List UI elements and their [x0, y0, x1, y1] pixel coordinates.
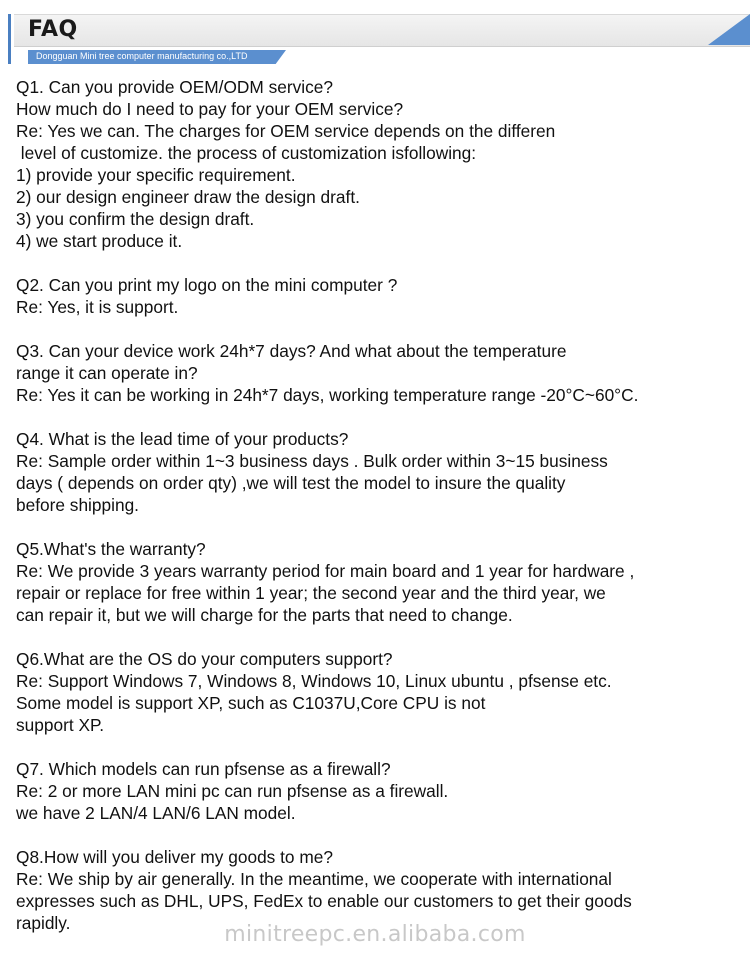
- faq-question-line: How much do I need to pay for your OEM service?: [16, 99, 404, 119]
- faq-item: [16, 274, 744, 318]
- faq-answer-line: rapidly.: [16, 913, 71, 933]
- faq-list: [16, 76, 744, 956]
- faq-question: Q5.What's the warranty?: [16, 539, 206, 559]
- faq-answer-line: support XP.: [16, 715, 105, 735]
- faq-answer-line: level of customize. the process of customization isfollowing:: [16, 143, 477, 163]
- faq-answer-line: we have 2 LAN/4 LAN/6 LAN model.: [16, 803, 296, 823]
- faq-answer-line: repair or replace for free within 1 year; the second year and the third year, we: [16, 583, 606, 603]
- header-band: [14, 14, 750, 47]
- page-title: FAQ: [28, 17, 78, 42]
- faq-answer-line: Re: We provide 3 years warranty period for main board and 1 year for hardware ,: [16, 561, 635, 581]
- faq-question: Q4. What is the lead time of your products?: [16, 429, 349, 449]
- faq-question: Q8.How will you deliver my goods to me?: [16, 847, 333, 867]
- faq-answer-line: Re: Yes we can. The charges for OEM service depends on the differen: [16, 121, 556, 141]
- faq-item: [16, 428, 744, 516]
- left-accent-bar: [8, 14, 11, 64]
- watermark: minitreepc.en.alibaba.com: [224, 922, 526, 947]
- faq-question: Q6.What are the OS do your computers support?: [16, 649, 393, 669]
- faq-answer-line: expresses such as DHL, UPS, FedEx to enable our customers to get their goods: [16, 891, 632, 911]
- faq-answer-line: can repair it, but we will charge for the parts that need to change.: [16, 605, 513, 625]
- faq-answer-line: Re: Yes it can be working in 24h*7 days, working temperature range -20°C~60°C.: [16, 385, 639, 405]
- page-header: [0, 0, 750, 70]
- faq-question: Q1. Can you provide OEM/ODM service?: [16, 77, 333, 97]
- faq-item: [16, 758, 744, 824]
- faq-item: [16, 648, 744, 736]
- corner-triangle-decoration: [702, 14, 750, 45]
- faq-answer-line: 3) you confirm the design draft.: [16, 209, 255, 229]
- faq-answer-line: Re: Support Windows 7, Windows 8, Windows 10, Linux ubuntu , pfsense etc.: [16, 671, 612, 691]
- faq-answer-line: days ( depends on order qty) ,we will test the model to insure the quality: [16, 473, 566, 493]
- faq-answer-line: Some model is support XP, such as C1037U,Core CPU is not: [16, 693, 486, 713]
- faq-item: [16, 846, 744, 934]
- faq-item: [16, 340, 744, 406]
- faq-answer-line: 4) we start produce it.: [16, 231, 183, 251]
- faq-answer-line: Re: Sample order within 1~3 business days . Bulk order within 3~15 business: [16, 451, 608, 471]
- faq-answer-line: 2) our design engineer draw the design draft.: [16, 187, 360, 207]
- faq-question-line: range it can operate in?: [16, 363, 198, 383]
- faq-answer-line: 1) provide your specific requirement.: [16, 165, 296, 185]
- faq-answer-line: before shipping.: [16, 495, 139, 515]
- company-name: Dongguan Mini tree computer manufacturing co.,LTD: [36, 51, 248, 61]
- faq-answer-line: Re: Yes, it is support.: [16, 297, 179, 317]
- faq-item: [16, 76, 744, 252]
- faq-answer-line: Re: 2 or more LAN mini pc can run pfsense as a firewall.: [16, 781, 449, 801]
- faq-item: [16, 538, 744, 626]
- faq-question: Q3. Can your device work 24h*7 days? And what about the temperature: [16, 341, 567, 361]
- faq-question: Q2. Can you print my logo on the mini computer ?: [16, 275, 398, 295]
- faq-answer-line: Re: We ship by air generally. In the meantime, we cooperate with international: [16, 869, 612, 889]
- faq-question: Q7. Which models can run pfsense as a firewall?: [16, 759, 391, 779]
